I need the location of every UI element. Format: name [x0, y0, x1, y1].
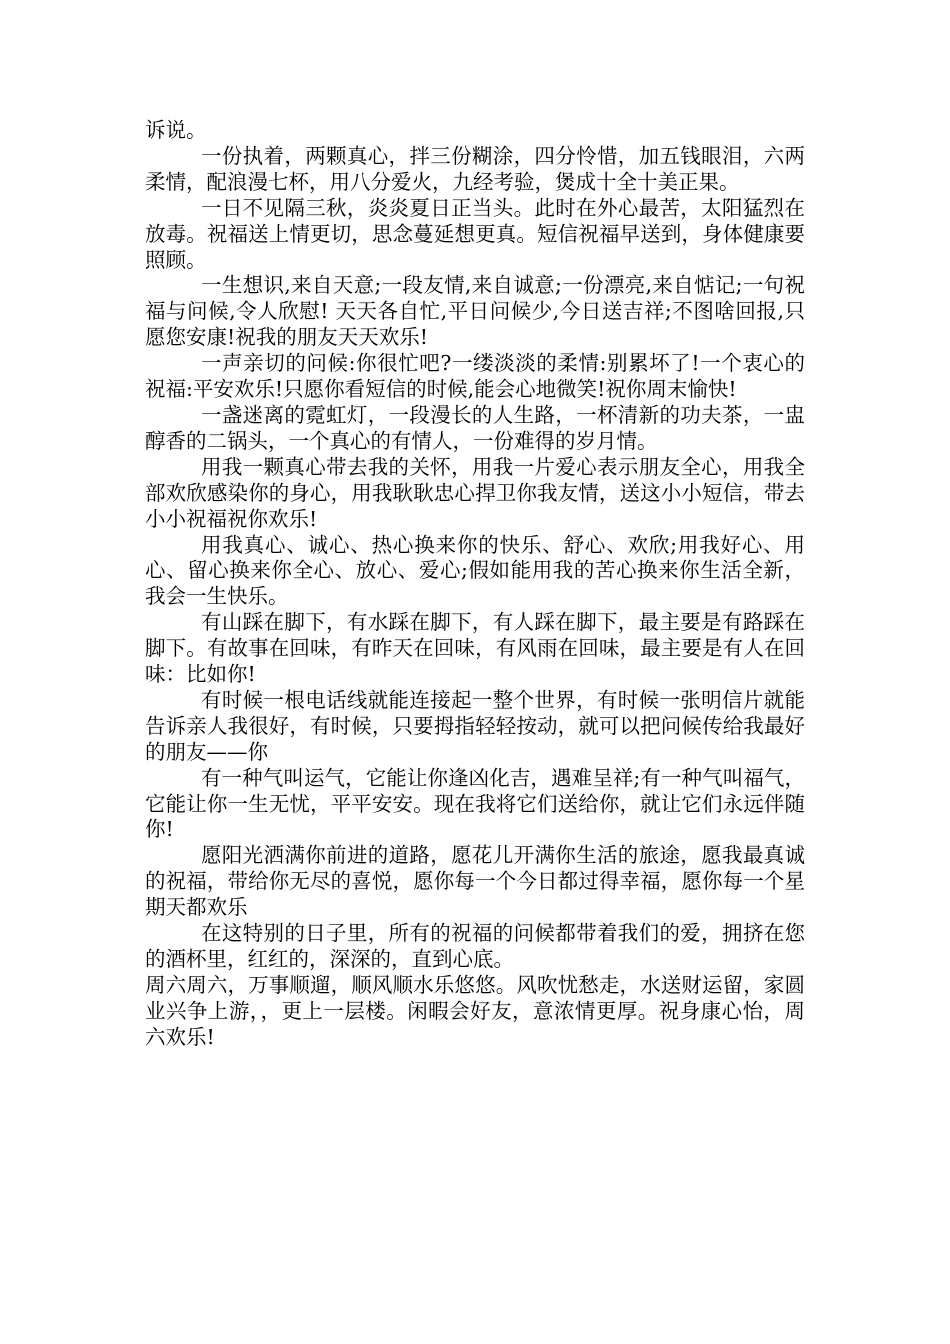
paragraph: 一日不见隔三秋，炎炎夏日正当头。此时在外心最苦，太阳猛烈在放毒。祝福送上情更切，思念蔓延想更真。短信祝福早送到，身体健康要照顾。	[145, 195, 805, 272]
paragraph: 有时候一根电话线就能连接起一整个世界，有时候一张明信片就能告诉亲人我很好，有时候，只要拇指轻轻按动，就可以把问候传给我最好的朋友——你	[145, 687, 805, 764]
paragraph: 用我真心、诚心、热心换来你的快乐、舒心、欢欣;用我好心、用心、留心换来你全心、放心、爱心;假如能用我的苦心换来你生活全新，我会一生快乐。	[145, 532, 805, 609]
paragraph: 愿阳光洒满你前进的道路，愿花儿开满你生活的旅途，愿我最真诚的祝福，带给你无尽的喜悦，愿你每一个今日都过得幸福，愿你每一个星期天都欢乐	[145, 843, 805, 920]
paragraph: 一生想识,来自天意;一段友情,来自诚意;一份漂亮,来自惦记;一句祝福与问候,令人欣慰! 天天各自忙,平日问候少,今日送吉祥;不图啥回报,只愿您安康!祝我的朋友天天欢乐!	[145, 273, 805, 350]
paragraph: 一份执着，两颗真心，拌三份糊涂，四分怜惜，加五钱眼泪，六两柔情，配浪漫七杯，用八分爱火，九经考验，煲成十全十美正果。	[145, 143, 805, 194]
paragraph: 用我一颗真心带去我的关怀，用我一片爱心表示朋友全心，用我全部欢欣感染你的身心，用我耿耿忠心捍卫你我友情，送这小小短信，带去小小祝福祝你欢乐!	[145, 454, 805, 531]
document-body	[145, 118, 805, 1051]
paragraph: 周六周六，万事顺遛，顺风顺水乐悠悠。风吹忧愁走，水送财运留，家圆业兴争上游，，更上一层楼。闲暇会好友，意浓情更厚。祝身康心怡，周六欢乐!	[145, 972, 805, 1049]
paragraph: 有一种气叫运气，它能让你逢凶化吉，遇难呈祥;有一种气叫福气，它能让你一生无忧，平平安安。现在我将它们送给你，就让它们永远伴随你!	[145, 765, 805, 842]
paragraph: 一盏迷离的霓虹灯，一段漫长的人生路，一杯清新的功夫茶，一盅醇香的二锅头，一个真心的有情人，一份难得的岁月情。	[145, 402, 805, 453]
paragraph: 一声亲切的问候:你很忙吧?一缕淡淡的柔情:别累坏了!一个衷心的祝福:平安欢乐!只愿你看短信的时候,能会心地微笑!祝你周末愉快!	[145, 351, 805, 402]
paragraph: 有山踩在脚下，有水踩在脚下，有人踩在脚下，最主要是有路踩在脚下。有故事在回味，有昨天在回味，有风雨在回味，最主要是有人在回味：比如你!	[145, 610, 805, 687]
paragraph: 在这特别的日子里，所有的祝福的问候都带着我们的爱，拥挤在您的酒杯里，红红的，深深的，直到心底。	[145, 921, 805, 971]
paragraph: 诉说。	[145, 118, 207, 142]
